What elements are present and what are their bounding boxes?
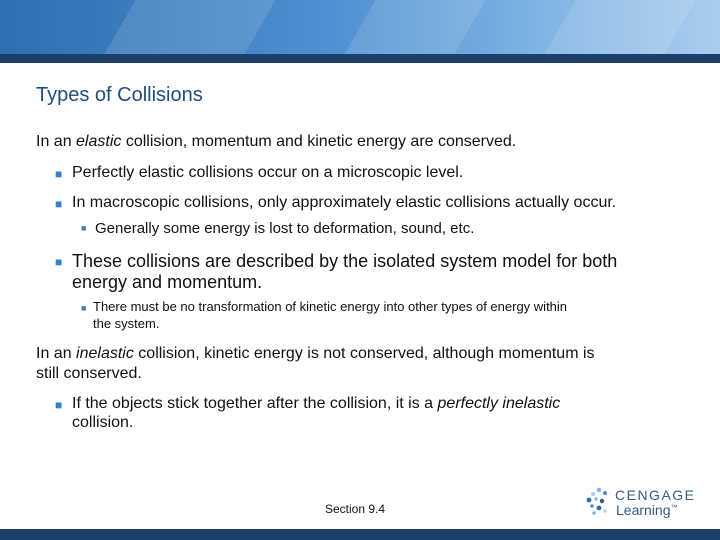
elastic-sub-bullet: Generally some energy is lost to deformation, sound, etc. [95, 220, 475, 237]
top-stripe [0, 54, 720, 63]
elastic-bullet-2: In macroscopic collisions, only approximately elastic collisions actually occur. [72, 194, 617, 211]
bottom-stripe [0, 529, 720, 540]
inelastic-intro-line1: In an inelastic collision, kinetic energy is not conserved, although momentum is [36, 345, 595, 362]
inelastic-intro-line2: still conserved. [36, 365, 142, 382]
logo-brand-top: CENGAGE [615, 487, 696, 503]
bullet-icon: ■ [55, 255, 63, 269]
bullet-icon: ■ [55, 167, 63, 181]
isolated-bullet-line1: These collisions are described by the isolated system model for both [72, 251, 618, 271]
cengage-dots-icon [585, 487, 611, 517]
isolated-sub-line1: There must be no transformation of kinetic energy into other types of energy within [93, 299, 568, 314]
bullet-icon: ■ [55, 197, 63, 211]
isolated-bullet-line2: energy and momentum. [72, 272, 263, 292]
cengage-logo [585, 485, 695, 521]
isolated-sub-line2: the system. [93, 316, 160, 331]
section-label: Section 9.4 [325, 502, 386, 516]
inelastic-bullet-line1: If the objects stick together after the collision, it is a perfectly inelastic [72, 395, 561, 412]
bullet-icon: ■ [55, 398, 63, 412]
bullet-icon: ■ [81, 223, 87, 233]
elastic-bullet-1: Perfectly elastic collisions occur on a microscopic level. [72, 164, 464, 181]
bullet-icon: ■ [81, 303, 87, 313]
logo-brand-bottom: Learning™ [616, 502, 678, 518]
top-banner [0, 0, 720, 54]
inelastic-bullet-line2: collision. [72, 414, 134, 431]
elastic-intro: In an elastic collision, momentum and kinetic energy are conserved. [36, 133, 517, 150]
slide-title: Types of Collisions [36, 84, 203, 106]
